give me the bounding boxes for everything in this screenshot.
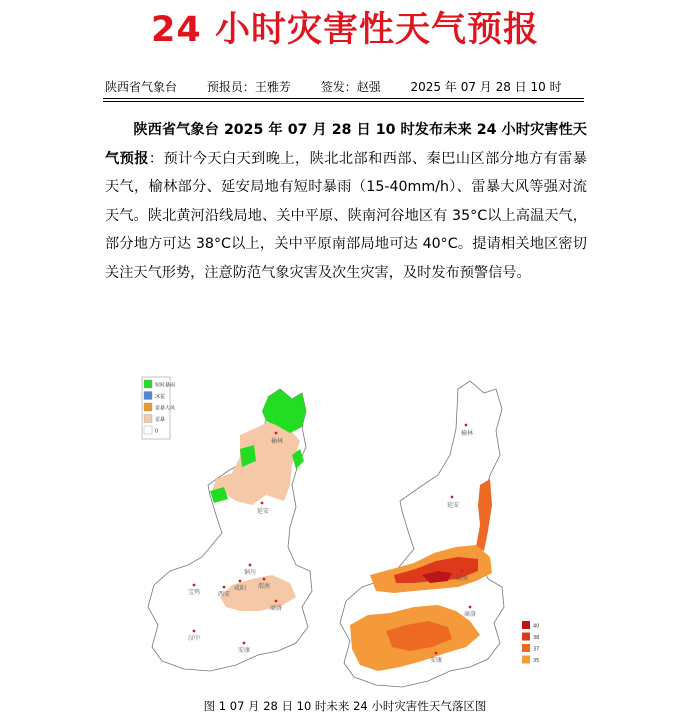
agency-name: 陕西省气象台 bbox=[105, 80, 178, 94]
issuer-name: 签发：赵强 bbox=[320, 80, 381, 94]
right-legend-label-3: 35 bbox=[533, 658, 540, 664]
city-label-ankang-right: 安康 bbox=[430, 657, 443, 664]
left-legend-swatch-4 bbox=[144, 426, 152, 434]
city-label-yanan: 延安 bbox=[257, 508, 270, 515]
city-label-yanan-right: 延安 bbox=[447, 502, 460, 509]
left-legend-label-1: 冰雹 bbox=[155, 394, 166, 400]
city-label-shangluo: 商洛 bbox=[270, 605, 283, 612]
left-legend-label-4: 0 bbox=[155, 428, 159, 435]
city-label-tongchuan: 铜川 bbox=[244, 569, 257, 576]
left-map-thunderstorm bbox=[142, 377, 312, 671]
right-legend-label-0: 40 bbox=[533, 623, 540, 630]
hazard-weather-map bbox=[140, 375, 560, 693]
city-label-yulin: 榆林 bbox=[271, 438, 284, 445]
city-label-yulin-right: 榆林 bbox=[461, 430, 474, 437]
page-title: 24 小时灾害性天气预报 bbox=[151, 10, 539, 50]
left-legend-swatch-0 bbox=[144, 380, 152, 388]
right-legend-label-1: 38 bbox=[533, 635, 540, 641]
left-legend-label-3: 雷暴 bbox=[155, 417, 166, 423]
left-legend-swatch-3 bbox=[144, 415, 152, 423]
city-label-hanzhong: 汉中 bbox=[188, 635, 201, 642]
left-legend-swatch-2 bbox=[144, 403, 152, 411]
city-label-xianyang: 咸阳 bbox=[234, 585, 247, 592]
bulletin-meta bbox=[105, 78, 585, 95]
city-label-baoji: 宝鸡 bbox=[188, 589, 201, 596]
issue-time: 2025 年 07 月 28 日 10 时 bbox=[410, 80, 562, 94]
left-legend-label-2: 雷暴大风 bbox=[155, 405, 176, 412]
right-map-high-temperature bbox=[340, 381, 539, 687]
bulletin-lead: 陕西省气象台 2025 年 07 月 28 日 10 时发布未来 24 小时灾害性天气预报 bbox=[105, 122, 587, 167]
city-label-weinan-right: 渭南 bbox=[456, 575, 469, 582]
left-legend-swatch-1 bbox=[144, 392, 152, 400]
header-divider-secondary bbox=[103, 101, 584, 102]
right-legend-swatch-1 bbox=[522, 633, 530, 641]
right-legend-label-2: 37 bbox=[533, 646, 540, 653]
right-map-legend bbox=[522, 621, 539, 664]
forecaster-name: 预报员：王雅芳 bbox=[206, 80, 291, 94]
right-legend-swatch-0 bbox=[522, 621, 530, 629]
city-label-shangluo-right: 商洛 bbox=[464, 611, 477, 618]
bulletin-body: ：预计今天白天到晚上，陕北北部和西部、秦巴山区部分地方有雷暴天气，榆林部分、延安局地有短时暴雨（15-40mm/h）、雷暴大风等强对流天气。陕北黄河沿线局地、关中平原、陕南河谷地区有 35°C以上高温天气，部分地方可达 38°C以上，关中平原南部局地可达 40°C。提请相关地区密切关注天气形势，注意防范气象灾害及次生灾害，及时发布预警信号。 bbox=[105, 150, 587, 281]
bulletin-text bbox=[105, 116, 587, 288]
right-legend-swatch-3 bbox=[522, 656, 530, 664]
right-legend-swatch-2 bbox=[522, 644, 530, 652]
figure-caption: 图 1 07 月 28 日 10 时未来 24 小时灾害性天气落区图 bbox=[203, 699, 487, 713]
city-label-ankang: 安康 bbox=[238, 647, 251, 654]
header-divider bbox=[103, 98, 584, 99]
left-legend-label-0: 短时暴雨 bbox=[155, 382, 176, 389]
city-label-xian: 西安 bbox=[218, 591, 231, 598]
city-label-weinan: 渭南 bbox=[258, 583, 271, 590]
